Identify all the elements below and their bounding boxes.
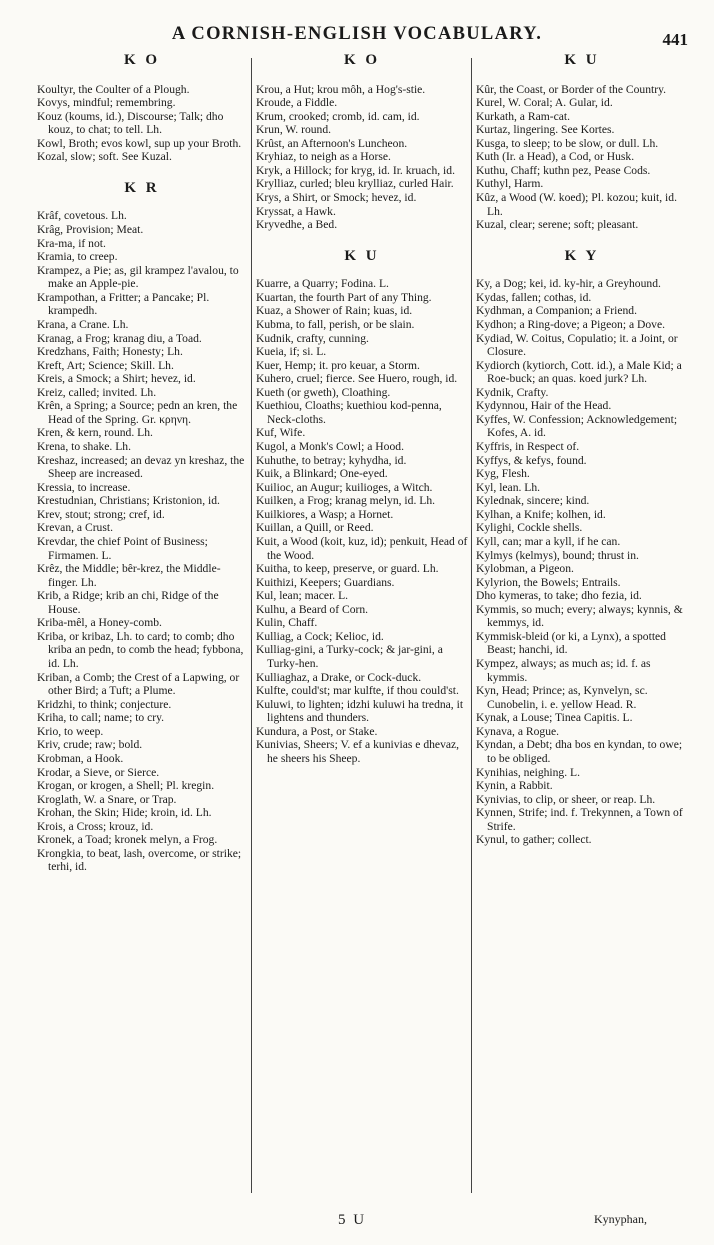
dictionary-entry: Kunivias, Sheers; V. ef a kunivias e dhevaz, he sheers his Sheep. xyxy=(256,738,460,765)
column-rule xyxy=(471,58,472,1193)
dictionary-entry: Kueia, if; si. L. xyxy=(256,345,327,359)
dictionary-entry: Kubma, to fall, perish, or be slain. xyxy=(256,317,415,331)
dictionary-entry: Krâg, Provision; Meat. xyxy=(37,223,144,237)
dictionary-entry: Krevdar, the chief Point of Business; Firmamen. L. xyxy=(37,534,208,562)
dictionary-entry: Kul, lean; macer. L. xyxy=(256,589,349,603)
dictionary-entry: Kriha, to call; name; to cry. xyxy=(37,711,165,725)
dictionary-entry: Kydiorch (kytiorch, Cott. id.), a Male Kid; a Roe-buck; an quas. koed jurk? Lh. xyxy=(476,358,682,386)
dictionary-entry: Kydhon; a Ring-dove; a Pigeon; a Dove. xyxy=(476,317,666,331)
dictionary-entry: Kreft, Art; Science; Skill. Lh. xyxy=(37,358,174,372)
dictionary-entry: Kusga, to sleep; to be slow, or dull. Lh. xyxy=(476,136,659,150)
dictionary-entry: Kuarre, a Quarry; Fodina. L. xyxy=(256,277,389,291)
section-heading: K U xyxy=(564,52,600,68)
dictionary-entry: Kuhero, cruel; fierce. See Huero, rough, id. xyxy=(256,372,458,386)
dictionary-entry: Krûst, an Afternoon's Luncheon. xyxy=(256,136,408,150)
catchword: Kynyphan, xyxy=(594,1212,647,1226)
dictionary-entry: Kynivias, to clip, or sheer, or reap. Lh. xyxy=(476,792,656,806)
dictionary-entry: Kulliaghaz, a Drake, or Cock-duck. xyxy=(256,670,422,684)
dictionary-entry: Kynin, a Rabbit. xyxy=(476,779,553,793)
dictionary-entry: Kuilkiores, a Wasp; a Hornet. xyxy=(256,507,394,521)
dictionary-entry: Kyl, lean. Lh. xyxy=(476,480,541,494)
dictionary-entry: Krev, stout; strong; cref, id. xyxy=(37,507,165,521)
dictionary-entry: Kriba-mêl, a Honey-comb. xyxy=(37,616,162,630)
dictionary-entry: Krohan, the Skin; Hide; kroin, id. Lh. xyxy=(37,806,212,820)
dictionary-entry: Kroglath, W. a Snare, or Trap. xyxy=(37,792,177,806)
dictionary-entry: Kylighi, Cockle shells. xyxy=(476,521,583,535)
dictionary-entry: Kreiz, called; invited. Lh. xyxy=(37,385,157,399)
dictionary-entry: Kronek, a Toad; kronek melyn, a Frog. xyxy=(37,833,218,847)
dictionary-entry: Kuethiou, Cloaths; kuethiou kod-penna, Neck-cloths. xyxy=(256,399,442,426)
dictionary-entry: Krampez, a Pie; as, gil krampez l'avalou, to make an Apple-pie. xyxy=(37,263,239,291)
dictionary-entry: Kydas, fallen; cothas, id. xyxy=(476,290,592,304)
dictionary-entry: Kyn, Head; Prince; as, Kynvelyn, sc. Cunobelin, i. e. yellow Head. R. xyxy=(476,684,648,711)
dictionary-entry: Kuilioc, an Augur; kuilioges, a Witch. xyxy=(256,480,433,494)
dictionary-entry: Kylyrion, the Bowels; Entrails. xyxy=(476,575,621,589)
dictionary-entry: Kydnik, Crafty. xyxy=(476,385,549,399)
column-1 xyxy=(37,52,247,874)
dictionary-entry: Kryssat, a Hawk. xyxy=(256,204,336,218)
dictionary-entry: Kriv, crude; raw; bold. xyxy=(37,738,143,752)
dictionary-entry: Kuithizi, Keepers; Guardians. xyxy=(256,575,395,589)
dictionary-entry: Kredzhans, Faith; Honesty; Lh. xyxy=(37,345,183,359)
dictionary-entry: Kyffes, W. Confession; Acknowledgement; Kofes, A. id. xyxy=(476,412,678,440)
dictionary-entry: Kyndan, a Debt; dha bos en kyndan, to owe; to be obliged. xyxy=(476,738,683,765)
dictionary-entry: Krana, a Crane. Lh. xyxy=(37,317,129,331)
dictionary-entry: Kynul, to gather; collect. xyxy=(476,833,592,847)
dictionary-entry: Kroude, a Fiddle. xyxy=(256,96,338,110)
dictionary-entry: Kuhuthe, to betray; kyhydha, id. xyxy=(256,453,407,467)
dictionary-entry: Kryk, a Hillock; for kryg, id. Ir. kruach, id. xyxy=(256,163,455,177)
dictionary-entry: Krodar, a Sieve, or Sierce. xyxy=(37,765,160,779)
dictionary-entry: Krevan, a Crust. xyxy=(37,521,113,535)
dictionary-entry: Kyffys, & kefys, found. xyxy=(476,453,587,467)
dictionary-entry: Kouz (koums, id.), Discourse; Talk; dho kouz, to chat; to tell. Lh. xyxy=(37,109,224,137)
dictionary-entry: Kuth (Ir. a Head), a Cod, or Husk. xyxy=(476,150,635,164)
dictionary-entry: Kressia, to increase. xyxy=(37,480,131,494)
signature-mark: 5 U xyxy=(338,1212,367,1228)
dictionary-entry: Kreis, a Smock; a Shirt; hevez, id. xyxy=(37,372,196,386)
dictionary-entry: Kylmys (kelmys), bound; thrust in. xyxy=(476,548,639,562)
section-heading: K R xyxy=(124,179,160,196)
dictionary-entry: Krou, a Hut; krou môh, a Hog's-stie. xyxy=(256,82,426,96)
dictionary-entry: Ky, a Dog; kei, id. ky-hir, a Greyhound. xyxy=(476,277,661,291)
dictionary-entry: Kuthyl, Harm. xyxy=(476,177,544,191)
dictionary-entry: Kylobman, a Pigeon. xyxy=(476,562,574,576)
dictionary-entry: Kueth (or gweth), Cloathing. xyxy=(256,385,391,399)
dictionary-entry: Krobman, a Hook. xyxy=(37,751,124,765)
dictionary-entry: Dho kymeras, to take; dho fezia, id. xyxy=(476,589,642,603)
dictionary-entry: Kridzhi, to think; conjecture. xyxy=(37,697,172,711)
dictionary-entry: Kydhman, a Companion; a Friend. xyxy=(476,304,637,318)
dictionary-entry: Kurel, W. Coral; A. Gular, id. xyxy=(476,96,613,110)
dictionary-entry: Kreshaz, increased; an devaz yn kreshaz, the Sheep are increased. xyxy=(37,453,245,481)
dictionary-entry: Kyll, can; mar a kyll, if he can. xyxy=(476,534,621,548)
dictionary-entry: Kuthu, Chaff; kuthn pez, Pease Cods. xyxy=(476,163,651,177)
dictionary-entry: Kundura, a Post, or Stake. xyxy=(256,724,378,738)
page-title: A CORNISH-ENGLISH VOCABULARY. xyxy=(171,24,543,44)
dictionary-entry: Kûz, a Wood (W. koed); Pl. kozou; kuit, id. Lh. xyxy=(476,191,677,218)
dictionary-entry: Kulliag, a Cock; Kelioc, id. xyxy=(256,629,384,643)
dictionary-entry: Krun, W. round. xyxy=(256,123,332,137)
dictionary-entry: Krampothan, a Fritter; a Pancake; Pl. krampedh. xyxy=(37,290,210,318)
dictionary-entry: Kymmis, so much; every; always; kynnis, & kemmys, id. xyxy=(476,602,683,630)
dictionary-entry: Kranag, a Frog; kranag diu, a Toad. xyxy=(37,331,202,345)
dictionary-entry: Krêz, the Middle; bêr-krez, the Middle-finger. Lh. xyxy=(37,562,221,589)
dictionary-entry: Kowl, Broth; evos kowl, sup up your Broth. xyxy=(37,136,242,150)
dictionary-entry: Kuilken, a Frog; kranag melyn, id. Lh. xyxy=(256,494,436,508)
dictionary-entry: Krio, to weep. xyxy=(37,724,104,738)
dictionary-entry: Kriban, a Comb; the Crest of a Lapwing, or other Bird; a Tuft; a Plume. xyxy=(37,670,240,698)
column-rule xyxy=(251,58,252,1193)
dictionary-entry: Kren, & kern, round. Lh. xyxy=(37,426,153,440)
dictionary-entry: Krogan, or krogen, a Shell; Pl. kregin. xyxy=(37,779,215,793)
dictionary-entry: Kynava, a Rogue. xyxy=(476,724,560,738)
dictionary-entry: Kudnik, crafty, cunning. xyxy=(256,331,369,345)
column-3 xyxy=(476,52,688,847)
dictionary-entry: Kra-ma, if not. xyxy=(37,236,106,250)
dictionary-entry: Krena, to shake. Lh. xyxy=(37,440,132,454)
dictionary-entry: Kriba, or kribaz, Lh. to card; to comb; dho kriba an pedn, to comb the head; fybbona, id. Lh. xyxy=(37,629,244,671)
dictionary-entry: Krois, a Cross; krouz, id. xyxy=(37,819,154,833)
section-heading: K O xyxy=(343,52,381,68)
page-number: 441 xyxy=(662,30,688,49)
dictionary-entry: Kryhiaz, to neigh as a Horse. xyxy=(256,150,391,164)
dictionary-entry: Kylednak, sincere; kind. xyxy=(476,494,590,508)
dictionary-entry: Kydiad, W. Coitus, Copulatio; it. a Joint, or Closure. xyxy=(476,331,678,359)
dictionary-entry: Kramia, to creep. xyxy=(37,250,118,264)
dictionary-entry: Krib, a Ridge; krib an chi, Ridge of the House. xyxy=(37,589,219,616)
dictionary-entry: Kyffris, in Respect of. xyxy=(476,440,580,454)
dictionary-entry: Kryvedhe, a Bed. xyxy=(256,218,338,232)
dictionary-entry: Kyg, Flesh. xyxy=(476,467,530,481)
dictionary-entry: Kylhan, a Knife; kolhen, id. xyxy=(476,507,606,521)
dictionary-entry: Krum, crooked; cromb, id. cam, id. xyxy=(256,109,420,123)
dictionary-entry: Kulin, Chaff. xyxy=(256,616,318,630)
dictionary-entry: Kuartan, the fourth Part of any Thing. xyxy=(256,290,432,304)
section-heading: K O xyxy=(123,52,161,68)
section-heading: K U xyxy=(344,247,380,264)
dictionary-entry: Kozal, slow; soft. See Kuzal. xyxy=(37,150,172,164)
dictionary-entry: Krys, a Shirt, or Smock; hevez, id. xyxy=(256,191,417,205)
dictionary-entry: Kuillan, a Quill, or Reed. xyxy=(256,521,374,535)
dictionary-entry: Krylliaz, curled; bleu krylliaz, curled Hair. xyxy=(256,177,454,191)
dictionary-entry: Kuaz, a Shower of Rain; kuas, id. xyxy=(256,304,413,318)
dictionary-entry: Kugol, a Monk's Cowl; a Hood. xyxy=(256,440,404,454)
dictionary-entry: Kynihias, neighing. L. xyxy=(476,765,581,779)
dictionary-entry: Kuluwi, to lighten; idzhi kuluwi ha tredna, it lightens and thunders. xyxy=(256,697,464,725)
dictionary-entry: Kydynnou, Hair of the Head. xyxy=(476,399,612,413)
dictionary-entry: Kuzal, clear; serene; soft; pleasant. xyxy=(476,218,639,232)
dictionary-entry: Kymmisk-bleid (or ki, a Lynx), a spotted Beast; hanchi, id. xyxy=(476,629,666,657)
dictionary-entry: Kulhu, a Beard of Corn. xyxy=(256,602,369,616)
dictionary-entry: Krên, a Spring; a Source; pedn an kren, the Head of the Spring. Gr. κρηνη. xyxy=(37,399,238,426)
section-heading: K Y xyxy=(564,247,600,264)
dictionary-entry: Kuer, Hemp; it. pro keuar, a Storm. xyxy=(256,358,420,372)
dictionary-entry: Kynnen, Strife; ind. f. Trekynnen, a Town of Strife. xyxy=(476,806,683,833)
dictionary-entry: Kurtaz, lingering. See Kortes. xyxy=(476,123,615,137)
dictionary-entry: Kuitha, to keep, preserve, or guard. Lh. xyxy=(256,562,439,576)
dictionary-entry: Krâf, covetous. Lh. xyxy=(37,209,127,223)
dictionary-entry: Kulliag-gini, a Turky-cock; & jar-gini, a Turky-hen. xyxy=(256,643,443,671)
column-2 xyxy=(256,52,468,766)
dictionary-entry: Kurkath, a Ram-cat. xyxy=(476,109,571,123)
dictionary-entry: Koultyr, the Coulter of a Plough. xyxy=(37,82,190,96)
dictionary-entry: Kuik, a Blinkard; One-eyed. xyxy=(256,467,388,481)
dictionary-entry: Kuf, Wife. xyxy=(256,426,306,440)
dictionary-entry: Kovys, mindful; remembring. xyxy=(37,96,176,110)
dictionary-entry: Kynak, a Louse; Tinea Capitis. L. xyxy=(476,711,633,725)
dictionary-entry: Kulfte, could'st; mar kulfte, if thou could'st. xyxy=(256,684,459,698)
dictionary-entry: Krongkia, to beat, lash, overcome, or strike; terhi, id. xyxy=(37,846,242,874)
dictionary-entry: Kympez, always; as much as; id. f. as kymmis. xyxy=(476,657,651,684)
dictionary-entry: Krestudnian, Christians; Kristonion, id. xyxy=(37,494,220,508)
dictionary-entry: Kûr, the Coast, or Border of the Country. xyxy=(476,82,667,96)
dictionary-entry: Kuit, a Wood (koit, kuz, id); penkuit, Head of the Wood. xyxy=(256,534,468,562)
